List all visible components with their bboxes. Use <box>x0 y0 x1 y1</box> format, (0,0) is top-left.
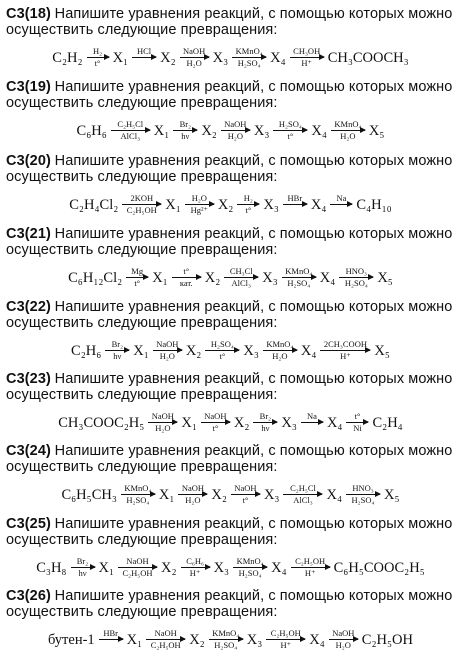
reaction-arrow <box>126 267 148 288</box>
arrow-line <box>346 494 380 495</box>
arrow-line <box>205 350 239 351</box>
reagent-label: NaOH <box>234 483 257 493</box>
reagent-label: C₆H₆ <box>186 556 204 566</box>
condition-label: H₂SO₄ <box>344 278 368 288</box>
reaction-scheme <box>0 48 461 69</box>
problem-block <box>0 443 461 515</box>
problem-block <box>0 588 461 660</box>
condition-label: t° <box>212 423 219 433</box>
chemical-species: X₄ <box>271 560 287 576</box>
reagent-label: NaOH <box>156 339 179 349</box>
reagent-label: Na <box>336 193 347 203</box>
reaction-arrow <box>205 340 239 361</box>
reagent-label: Br₂ <box>76 556 89 566</box>
chemical-species: X₁ <box>165 197 181 213</box>
reagent-label: HNO₃ <box>352 483 374 493</box>
condition-label: H⁺ <box>280 640 292 650</box>
condition-label: AlCl₃ <box>231 278 252 288</box>
reaction-arrow <box>320 340 370 361</box>
reaction-arrow <box>181 557 210 578</box>
reagent-label: HNO₃ <box>345 266 368 276</box>
problem-prompt: Напишите уравнения реакций, с помощью которых можно осуществить следующие превращения: <box>6 371 453 403</box>
reaction-arrow <box>339 267 373 288</box>
chemical-species: X₁ <box>98 560 115 576</box>
arrow-line <box>178 494 207 495</box>
condition-label: H₂SO₄ <box>351 495 375 505</box>
arrow-line <box>330 204 352 205</box>
reagent-label: KMnO₄ <box>124 483 152 493</box>
chemical-species: X₁ <box>158 487 175 503</box>
condition-label: hν <box>78 568 87 578</box>
chemical-species: X₃ <box>281 415 297 431</box>
arrow-line <box>291 567 330 568</box>
reagent-label: 2CH₃COOH <box>323 339 367 349</box>
reagent-label: C₂H₅OH <box>270 628 301 638</box>
reaction-arrow <box>273 120 307 141</box>
arrow-line <box>99 639 123 640</box>
arrow-line <box>283 204 307 205</box>
chemical-species: X₂ <box>160 50 176 66</box>
problem-block <box>0 153 461 225</box>
condition-label: H₂O <box>186 58 202 68</box>
problem-prompt: Напишите уравнения реакций, с помощью которых можно осуществить следующие превращения: <box>6 226 453 258</box>
problem-label: С3(26) <box>6 588 51 604</box>
reaction-arrow <box>330 194 352 215</box>
arrow-line <box>122 204 161 205</box>
reaction-arrow <box>283 484 322 505</box>
problem-statement <box>6 371 456 403</box>
chemical-species: X₁ <box>133 343 149 359</box>
condition-label: AlCl₃ <box>293 495 313 505</box>
condition-label: H₂SO₄ <box>237 58 261 68</box>
condition-label: H₂SO₄ <box>287 278 311 288</box>
reagent-label: C₂H₅Cl <box>290 483 316 493</box>
problem-block <box>0 299 461 371</box>
problem-prompt: Напишите уравнения реакций, с помощью которых можно осуществить следующие превращения: <box>6 79 453 111</box>
reaction-arrow <box>233 557 267 578</box>
reagent-label: 2KOH <box>130 193 154 203</box>
arrow-line <box>263 350 297 351</box>
condition-label: кат. <box>179 278 193 288</box>
reaction-arrow <box>71 557 95 578</box>
reaction-arrow <box>209 629 243 650</box>
reaction-arrow <box>180 47 209 68</box>
problem-prompt: Напишите уравнения реакций, с помощью которых можно осуществить следующие превращения: <box>6 588 453 620</box>
problem-prompt: Напишите уравнения реакций, с помощью которых можно осуществить следующие превращения: <box>6 153 453 185</box>
chemical-species: X₂ <box>161 560 177 576</box>
reagent-label: HCl <box>137 46 152 56</box>
reagent-label: HBr <box>103 628 118 638</box>
reaction-arrow <box>111 120 150 141</box>
reaction-scheme <box>0 195 461 216</box>
reaction-arrow <box>329 629 358 650</box>
chemical-species: X₄ <box>326 415 343 431</box>
chemical-species: X₃ <box>213 560 230 576</box>
reagent-label: H₂SO₄ <box>210 339 234 349</box>
arrow-line <box>87 57 109 58</box>
chemical-species: X₄ <box>311 123 327 139</box>
chemical-species: C₂H₄Cl₂ <box>69 197 119 213</box>
chemical-species: CH₃COOC₂H₅ <box>58 415 145 431</box>
reaction-arrow <box>99 629 123 650</box>
chemical-species: X₅ <box>374 343 390 359</box>
condition-label: t° <box>242 495 249 505</box>
problem-statement <box>6 153 456 185</box>
problem-label: С3(19) <box>6 79 51 95</box>
chemical-species: X₃ <box>262 270 278 286</box>
chemical-species: X₁ <box>181 415 197 431</box>
reaction-arrow <box>263 340 297 361</box>
arrow-line <box>153 350 182 351</box>
reaction-arrow <box>283 194 307 215</box>
problem-prompt: Напишите уравнения реакций, с помощью которых можно осуществить следующие превращения: <box>6 443 453 475</box>
reaction-arrow <box>178 484 207 505</box>
problem-block <box>0 371 461 443</box>
condition-label: H₂O <box>185 495 201 505</box>
chemical-species: X₄ <box>319 270 336 286</box>
problem-statement <box>6 6 456 38</box>
reaction-arrow <box>301 412 323 433</box>
reagent-label: KMnO₄ <box>285 266 313 276</box>
condition-label: H⁺ <box>301 58 312 68</box>
condition-label: C₂H₅OH <box>150 640 181 650</box>
reaction-arrow <box>185 194 214 215</box>
reaction-arrow <box>87 47 109 68</box>
arrow-line <box>185 204 214 205</box>
chemical-species: X₃ <box>246 632 263 648</box>
arrow-line <box>221 130 250 131</box>
arrow-line <box>132 57 156 58</box>
reaction-arrow <box>291 557 330 578</box>
problem-statement <box>6 516 456 548</box>
reagent-label: H₂ <box>93 46 103 56</box>
chemical-species: X₂ <box>211 487 227 503</box>
reagent-label: KMnO₄ <box>212 628 240 638</box>
arrow-line <box>232 57 266 58</box>
problem-label: С3(22) <box>6 299 51 315</box>
condition-label: H₂O <box>227 131 243 141</box>
reaction-arrow <box>266 629 305 650</box>
arrow-line <box>105 350 129 351</box>
reagent-label: CH₃Cl <box>229 266 253 276</box>
chemical-species: X₂ <box>189 632 205 648</box>
condition-label: AlCl₃ <box>120 131 141 141</box>
arrow-line <box>346 422 368 423</box>
chemical-species: X₄ <box>300 343 317 359</box>
chemical-species: X₃ <box>243 343 259 359</box>
chemical-species: X₂ <box>201 123 217 139</box>
condition-label: t° <box>287 131 294 141</box>
arrow-line <box>173 130 197 131</box>
reaction-scheme <box>0 630 461 651</box>
chemical-species: X₄ <box>310 197 327 213</box>
chemical-species: C₄H₁₀ <box>356 197 392 213</box>
reaction-arrow <box>290 47 324 68</box>
problem-block <box>0 516 461 588</box>
chemical-species: X₅ <box>384 487 400 503</box>
chemical-species: C₆H₅CH₃ <box>61 487 117 503</box>
reagent-label: Br₂ <box>179 119 192 129</box>
chemical-species: CH₃COOCH₃ <box>327 50 409 66</box>
chemical-species: X₄ <box>270 50 286 66</box>
chemical-species: X₁ <box>153 123 170 139</box>
problem-statement <box>6 299 456 331</box>
reagent-label: H₂SO₄ <box>278 119 302 129</box>
chemical-species: X₃ <box>253 123 270 139</box>
problem-block <box>0 79 461 151</box>
reaction-arrow <box>172 267 201 288</box>
arrow-line <box>111 130 150 131</box>
reaction-arrow <box>331 120 365 141</box>
reaction-arrow <box>146 629 185 650</box>
problem-prompt: Напишите уравнения реакций, с помощью которых можно осуществить следующие превращения: <box>6 516 453 548</box>
arrow-line <box>237 204 259 205</box>
reaction-arrow <box>148 412 177 433</box>
reaction-arrow <box>132 47 156 68</box>
condition-label: H₂O <box>272 351 288 361</box>
arrow-line <box>233 567 267 568</box>
chemical-species: X₄ <box>309 632 325 648</box>
reaction-arrow <box>346 412 368 433</box>
reagent-label: NaOH <box>181 483 205 493</box>
chemical-species: X₁ <box>152 270 168 286</box>
condition-label: H⁺ <box>189 568 201 578</box>
arrow-line <box>329 639 358 640</box>
reagent-label: KMnO₄ <box>334 119 362 129</box>
condition-label: H₂SO₄ <box>126 495 150 505</box>
arrow-line <box>126 277 148 278</box>
condition-label: Hg²⁺ <box>190 205 209 215</box>
arrow-line <box>121 494 155 495</box>
reaction-arrow <box>253 412 277 433</box>
chemical-species: бутен-1 <box>47 632 95 648</box>
reagent-label: NaOH <box>126 556 149 566</box>
arrow-line <box>118 567 157 568</box>
reagent-label: NaOH <box>224 119 247 129</box>
reaction-arrow <box>232 47 266 68</box>
arrow-line <box>231 494 260 495</box>
reaction-arrow <box>173 120 197 141</box>
arrow-line <box>283 494 322 495</box>
condition-label: t° <box>134 278 141 288</box>
reagent-label: NaOH <box>151 411 174 421</box>
reaction-arrow <box>221 120 250 141</box>
condition-label: Ni <box>353 423 362 433</box>
chemical-species: X₁ <box>126 632 143 648</box>
condition-label: t° <box>94 58 101 68</box>
chemical-species: C₂H₆ <box>71 343 102 359</box>
reagent-label: HBr <box>287 193 303 203</box>
arrow-line <box>172 277 201 278</box>
problem-statement <box>6 226 456 258</box>
reaction-scheme <box>0 121 461 142</box>
reaction-arrow <box>346 484 380 505</box>
problem-statement <box>6 588 456 620</box>
reaction-arrow <box>122 194 161 215</box>
condition-label: H⁺ <box>340 351 351 361</box>
reaction-arrow <box>224 267 258 288</box>
problem-statement <box>6 79 456 111</box>
condition-label: H⁺ <box>304 568 316 578</box>
arrow-line <box>146 639 185 640</box>
condition-label: H₂O <box>155 423 171 433</box>
arrow-line <box>180 57 209 58</box>
arrow-line <box>273 130 307 131</box>
reaction-arrow <box>118 557 157 578</box>
chemical-species: X₅ <box>368 123 385 139</box>
reagent-label: Br₂ <box>111 339 124 349</box>
chemical-species: C₆H₁₂Cl₂ <box>68 270 123 286</box>
reaction-scheme <box>0 413 461 434</box>
chemical-species: C₆H₅COOC₂H₅ <box>333 560 425 576</box>
problem-prompt: Напишите уравнения реакций, с помощью которых можно осуществить следующие превращения: <box>6 6 453 38</box>
reaction-arrow <box>201 412 230 433</box>
chemical-species: X₃ <box>263 487 280 503</box>
chemical-species: C₂H₂ <box>52 50 83 66</box>
reagent-label: Br₂ <box>259 411 272 421</box>
problem-label: С3(24) <box>6 443 51 459</box>
reagent-label: t° <box>183 266 190 276</box>
arrow-line <box>320 350 370 351</box>
reaction-arrow <box>231 484 260 505</box>
arrow-line <box>209 639 243 640</box>
condition-label: H₂SO₄ <box>238 568 262 578</box>
condition-label: H₂O <box>340 131 356 141</box>
reagent-label: Na <box>306 411 317 421</box>
chemical-species: C₃H₈ <box>36 560 67 576</box>
problem-block <box>0 6 461 78</box>
chemical-species: X₂ <box>185 343 202 359</box>
reagent-label: CH₃OH <box>293 46 321 56</box>
problem-prompt: Напишите уравнения реакций, с помощью которых можно осуществить следующие превращения: <box>6 299 453 331</box>
reagent-label: KMnO₄ <box>236 556 264 566</box>
arrow-line <box>266 639 305 640</box>
arrow-line <box>253 422 277 423</box>
reaction-scheme <box>0 485 461 506</box>
condition-label: H₂O <box>335 640 351 650</box>
reaction-arrow <box>105 340 129 361</box>
problem-statement <box>6 443 456 475</box>
reagent-label: NaOH <box>332 628 355 638</box>
reaction-arrow <box>237 194 259 215</box>
problem-block <box>0 226 461 298</box>
reaction-arrow <box>153 340 182 361</box>
reagent-label: H₂O <box>191 193 207 203</box>
chemical-species: C₆H₆ <box>76 123 107 139</box>
condition-label: H₂O <box>159 351 175 361</box>
problem-label: С3(20) <box>6 153 51 169</box>
condition-label: hν <box>261 423 270 433</box>
condition-label: H₂SO₄ <box>214 640 238 650</box>
reagent-label: NaOH <box>154 628 177 638</box>
arrow-line <box>301 422 323 423</box>
reagent-label: H₂ <box>243 193 253 203</box>
condition-label: C₂H₅OH <box>122 568 153 578</box>
chemical-species: C₂H₄ <box>372 415 403 431</box>
reaction-scheme <box>0 558 461 579</box>
reagent-label: C₂H₅Cl <box>117 119 144 129</box>
reaction-arrow <box>121 484 155 505</box>
chemical-species: X₃ <box>263 197 279 213</box>
arrow-line <box>290 57 324 58</box>
chemical-species: X₂ <box>233 415 250 431</box>
reagent-label: C₂H₅OH <box>295 556 326 566</box>
arrow-line <box>148 422 177 423</box>
chemical-species: X₂ <box>204 270 221 286</box>
condition-label: hν <box>181 131 190 141</box>
reaction-scheme <box>0 268 461 289</box>
problem-label: С3(25) <box>6 516 51 532</box>
condition-label: t° <box>219 351 226 361</box>
reagent-label: KMnO₄ <box>235 46 263 56</box>
arrow-line <box>181 567 210 568</box>
problem-label: С3(23) <box>6 371 51 387</box>
chemical-species: X₂ <box>217 197 234 213</box>
condition-label: t° <box>245 205 252 215</box>
chemical-species: X₅ <box>377 270 393 286</box>
arrow-line <box>224 277 258 278</box>
chemical-species: C₂H₅OH <box>361 632 413 648</box>
reagent-label: KMnO₄ <box>266 339 294 349</box>
condition-label: hν <box>113 351 122 361</box>
reagent-label: t° <box>354 411 361 421</box>
reaction-scheme <box>0 341 461 362</box>
problem-label: С3(21) <box>6 226 51 242</box>
reagent-label: NaOH <box>183 46 206 56</box>
reagent-label: NaOH <box>204 411 227 421</box>
reaction-arrow <box>282 267 316 288</box>
chemical-species: X₁ <box>112 50 129 66</box>
condition-label: C₂H₅OH <box>126 205 157 215</box>
arrow-line <box>282 277 316 278</box>
problem-label: С3(18) <box>6 6 51 22</box>
arrow-line <box>331 130 365 131</box>
chemical-species: X₄ <box>326 487 343 503</box>
arrow-line <box>339 277 373 278</box>
arrow-line <box>201 422 230 423</box>
reagent-label: Mg <box>131 266 144 276</box>
chemical-species: X₃ <box>212 50 229 66</box>
arrow-line <box>71 567 95 568</box>
